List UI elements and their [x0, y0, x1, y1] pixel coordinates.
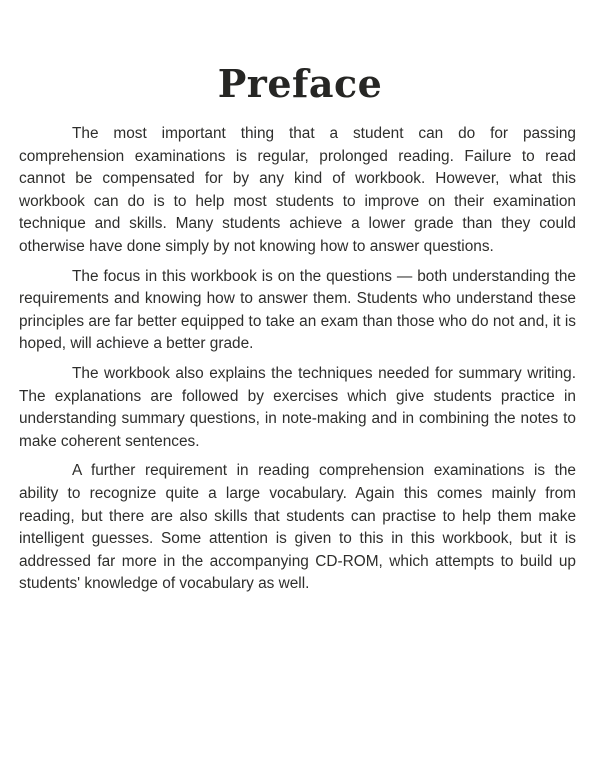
- paragraph-4: A further requirement in reading comprehension examinations is the ability to recognize quite a large vocabulary. Again this comes mainly from reading, but there are also skills that students can practise to help them make intelligent guesses. Some attention is given to this in this workbook, but it is addressed far more in the accompanying CD-ROM, which attempts to build up students' knowledge of vocabulary as well.: [19, 462, 576, 593]
- paragraph-2: The focus in this workbook is on the questions — both understanding the requirements and knowing how to answer them. Students who understand these principles are far better equipped to take an exam than those who do not and, it is hoped, will achieve a better grade.: [19, 267, 576, 353]
- paragraph-3: The workbook also explains the techniques needed for summary writing. The explanations are followed by exercises which give students practice in understanding summary questions, in note-making and in combining the notes to make coherent sentences.: [19, 364, 576, 450]
- page-title: Preface: [217, 61, 383, 106]
- preface-body: [19, 123, 576, 603]
- paragraph-1: The most important thing that a student can do for passing comprehension examinations is regular, prolonged reading. Failure to read cannot be compensated for by any kind of workbook. However, what this workbook can do is to help most students to improve on their examination technique and skills. Many students achieve a lower grade than they could otherwise have done simply by not knowing how to answer questions.: [19, 125, 576, 255]
